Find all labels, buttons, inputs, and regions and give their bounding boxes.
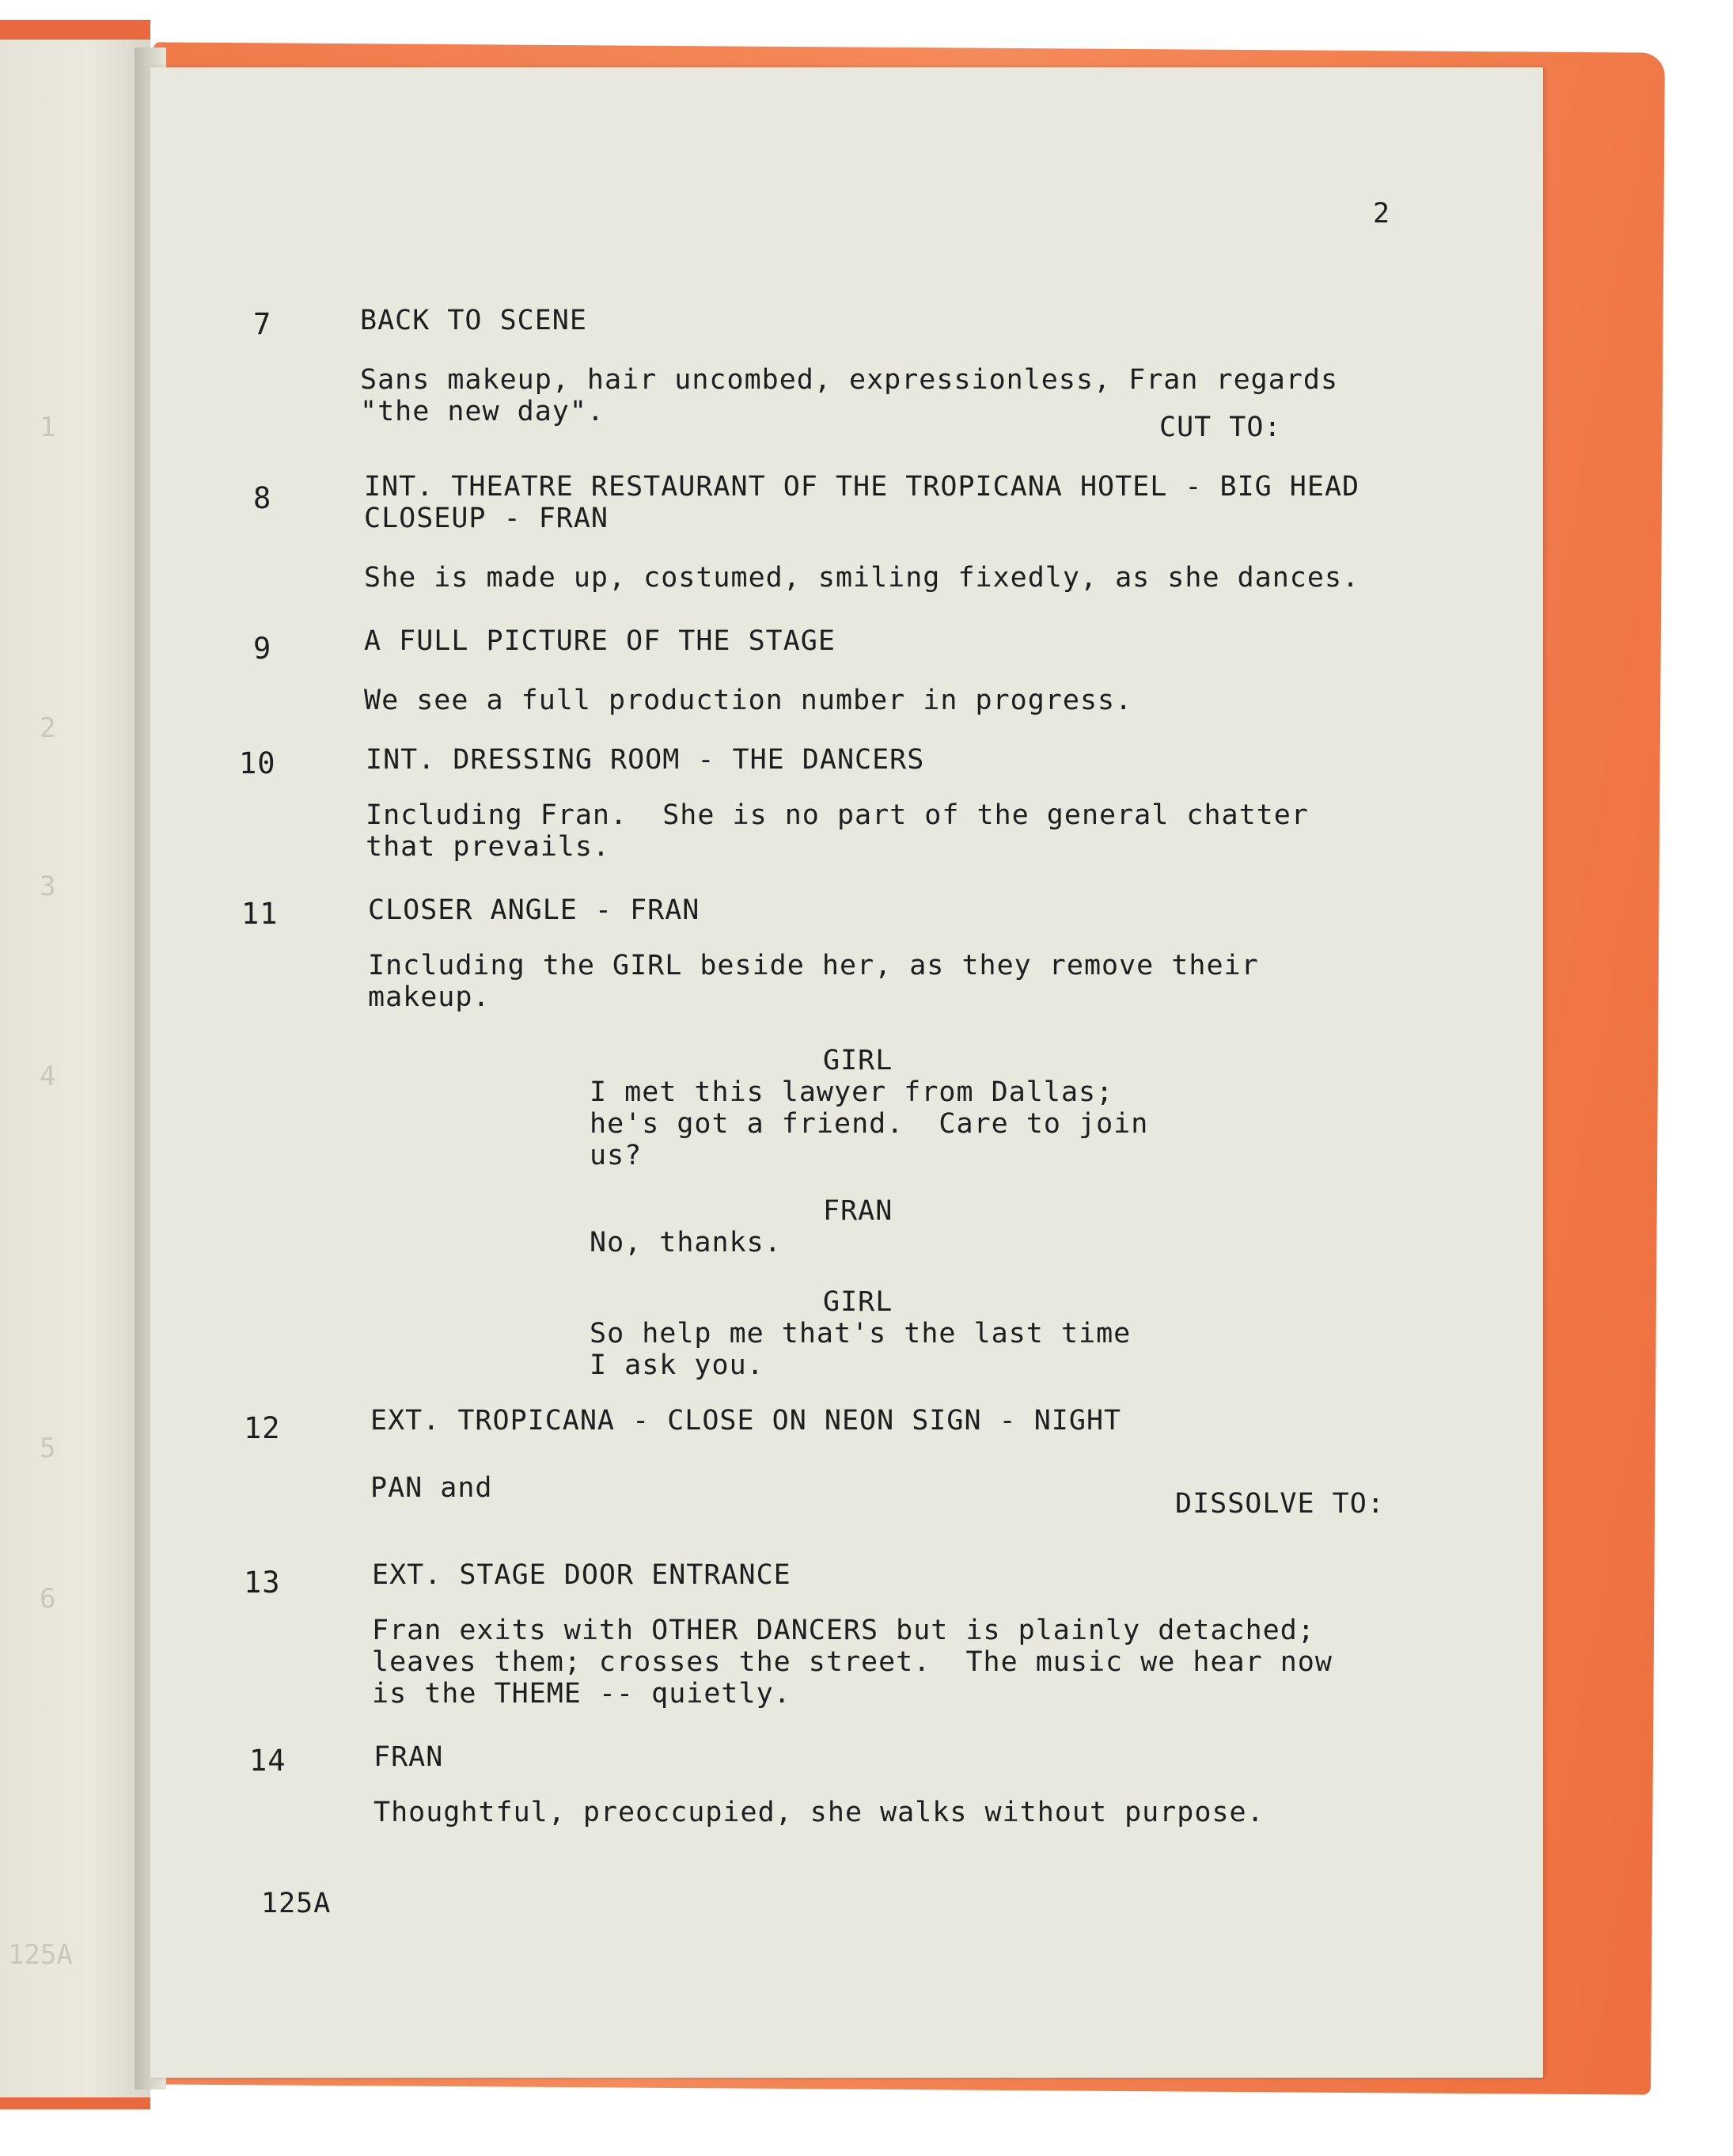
dialogue-line: I ask you. [590, 1349, 764, 1381]
left-page-mark: 4 [40, 1061, 56, 1092]
character-name: FRAN [823, 1195, 893, 1227]
left-page [0, 40, 150, 2097]
scene-number: 7 [253, 307, 272, 341]
left-page-mark: 125A [8, 1939, 73, 1971]
action-line: Thoughtful, preoccupied, she walks without purpose. [374, 1797, 1265, 1828]
scene-heading: CLOSER ANGLE - FRAN [368, 894, 700, 926]
scene-heading: BACK TO SCENE [360, 305, 587, 336]
scene-heading: INT. THEATRE RESTAURANT OF THE TROPICANA HOTEL - BIG HEAD [364, 471, 1360, 503]
scene-number: 14 [249, 1744, 286, 1778]
action-line: makeup. [368, 981, 491, 1013]
action-line: Including the GIRL beside her, as they remove their [368, 950, 1259, 981]
scene-heading: A FULL PICTURE OF THE STAGE [364, 625, 836, 657]
scene-number: 11 [241, 897, 279, 931]
left-page-mark: 1 [40, 412, 56, 443]
action-line: leaves them; crosses the street. The music we hear now [372, 1646, 1333, 1678]
dialogue-line: So help me that's the last time [590, 1318, 1132, 1349]
character-name: GIRL [823, 1286, 893, 1318]
action-line: PAN and [370, 1472, 493, 1504]
action-line: "the new day". [360, 396, 605, 427]
scene-heading: FRAN [374, 1741, 444, 1773]
left-page-mark: 5 [40, 1433, 56, 1464]
action-line: We see a full production number in progress. [364, 685, 1133, 716]
footer-code: 125A [261, 1888, 332, 1919]
transition: DISSOLVE TO: [1175, 1488, 1385, 1520]
action-line: Including Fran. She is no part of the general chatter [366, 799, 1309, 831]
scene-heading: CLOSEUP - FRAN [364, 503, 609, 534]
scene-number: 10 [239, 746, 276, 780]
scene-number: 12 [244, 1411, 281, 1445]
scene-heading: INT. DRESSING ROOM - THE DANCERS [366, 744, 925, 776]
page-number: 2 [1373, 198, 1391, 230]
action-line: Sans makeup, hair uncombed, expressionless, Fran regards [360, 364, 1339, 396]
dialogue-line: he's got a friend. Care to join [590, 1108, 1149, 1140]
left-page-mark: 3 [40, 871, 56, 902]
action-line: is the THEME -- quietly. [372, 1678, 791, 1710]
scene-heading: EXT. STAGE DOOR ENTRANCE [372, 1559, 791, 1591]
action-line: that prevails. [366, 831, 611, 863]
left-page-mark: 2 [40, 712, 56, 744]
scene-number: 8 [253, 481, 272, 515]
dialogue-line: No, thanks. [590, 1227, 782, 1258]
action-line: She is made up, costumed, smiling fixedly, as she dances. [364, 562, 1360, 594]
scene-number: 13 [244, 1566, 281, 1600]
transition: CUT TO: [1159, 412, 1282, 443]
dialogue-line: I met this lawyer from Dallas; [590, 1076, 1114, 1108]
character-name: GIRL [823, 1045, 893, 1076]
scene-number: 9 [253, 632, 272, 666]
left-page-mark: 6 [40, 1583, 56, 1615]
scene-heading: EXT. TROPICANA - CLOSE ON NEON SIGN - NIGHT [370, 1405, 1122, 1437]
script-page [150, 67, 1543, 2078]
dialogue-line: us? [590, 1140, 643, 1171]
action-line: Fran exits with OTHER DANCERS but is plainly detached; [372, 1615, 1315, 1646]
